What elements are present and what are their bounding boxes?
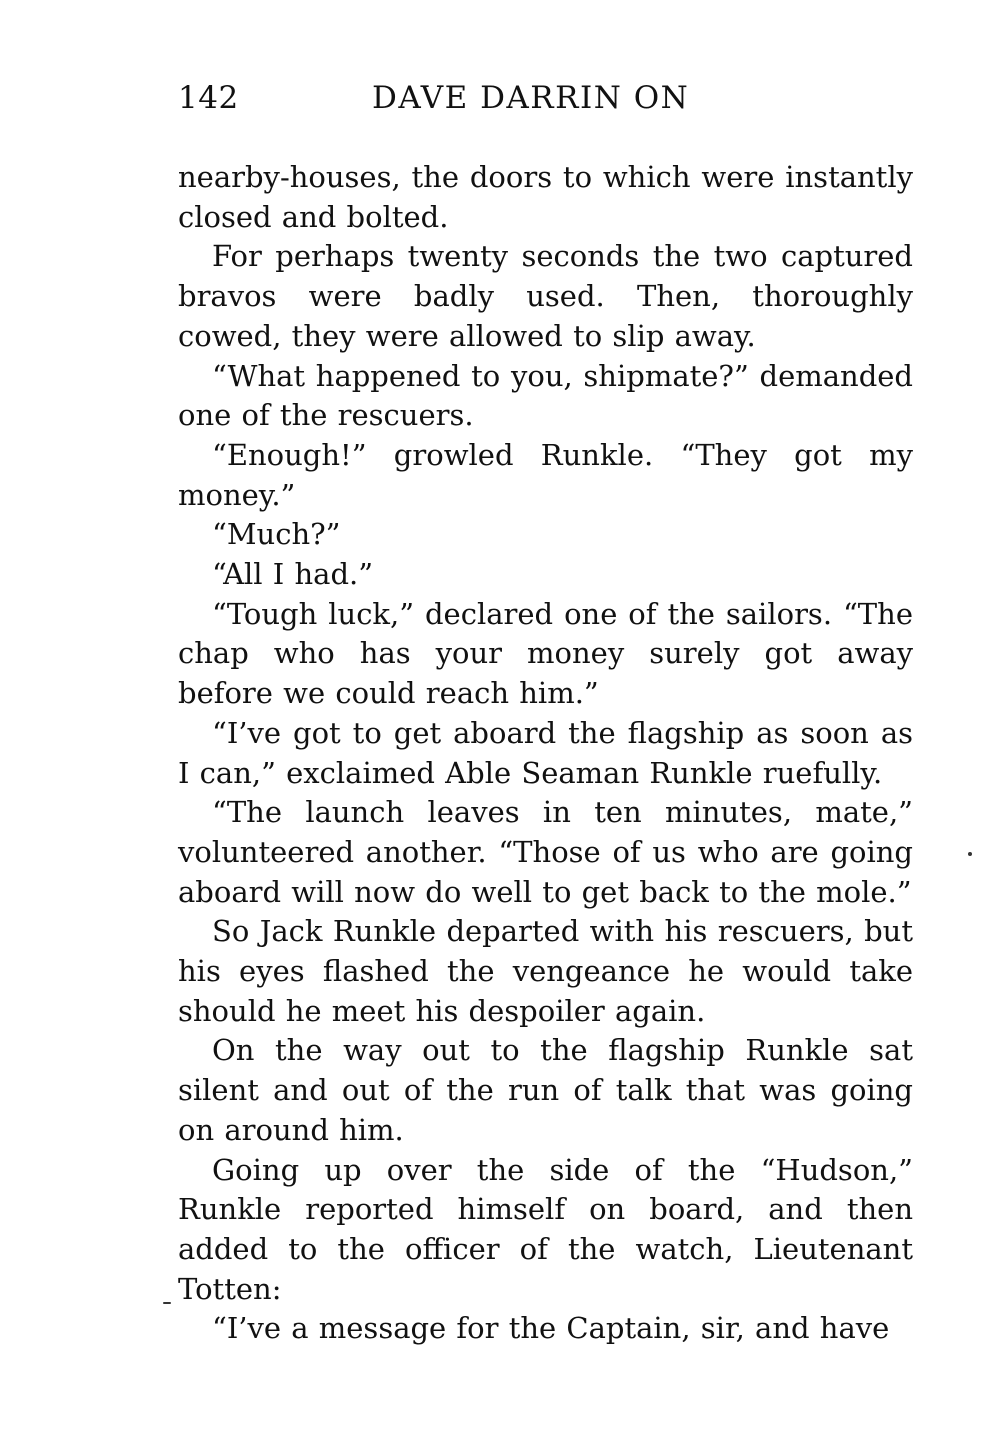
paragraph: “Enough!” growled Runkle. “They got my money.” (178, 437, 913, 512)
body-text (178, 158, 913, 1349)
running-title: DAVE DARRIN ON (372, 80, 690, 116)
running-head (178, 78, 913, 118)
page-number: 142 (178, 80, 239, 116)
paragraph: “What happened to you, shipmate?” demanded one of the rescuers. (178, 358, 913, 433)
paragraph: “Much?” (212, 517, 341, 552)
paragraph: nearby-houses, the doors to which were instantly closed and bolted. (178, 160, 913, 234)
paragraph: On the way out to the flagship Runkle sat silent and out of the run of talk that was going on around him. (178, 1033, 913, 1147)
scan-speck (968, 852, 972, 856)
scan-speck (163, 1302, 171, 1304)
paragraph: So Jack Runkle departed with his rescuers, but his eyes flashed the vengeance he would take should he meet his despoiler again. (178, 914, 913, 1028)
paragraph: For perhaps twenty seconds the two captured bravos were badly used. Then, thoroughly cowed, they were allowed to slip away. (178, 239, 913, 353)
paragraph: Going up over the side of the “Hudson,” Runkle reported himself on board, and then added to the officer of the watch, Lieutenant Totten: (178, 1152, 913, 1306)
paragraph: “Tough luck,” declared one of the sailors. “The chap who has your money surely got away before we could reach him.” (178, 596, 913, 711)
paragraph: “The launch leaves in ten minutes, mate,” volunteered another. “Those of us who are going aboard will now do well to get back to the mole.” (178, 795, 913, 909)
paragraph: “I’ve got to get aboard the flagship as soon as I can,” exclaimed Able Seaman Runkle ruefully. (178, 715, 913, 790)
paragraph: “All I had.” (212, 557, 374, 592)
paragraph: “I’ve a message for the Captain, sir, and have (212, 1311, 890, 1346)
